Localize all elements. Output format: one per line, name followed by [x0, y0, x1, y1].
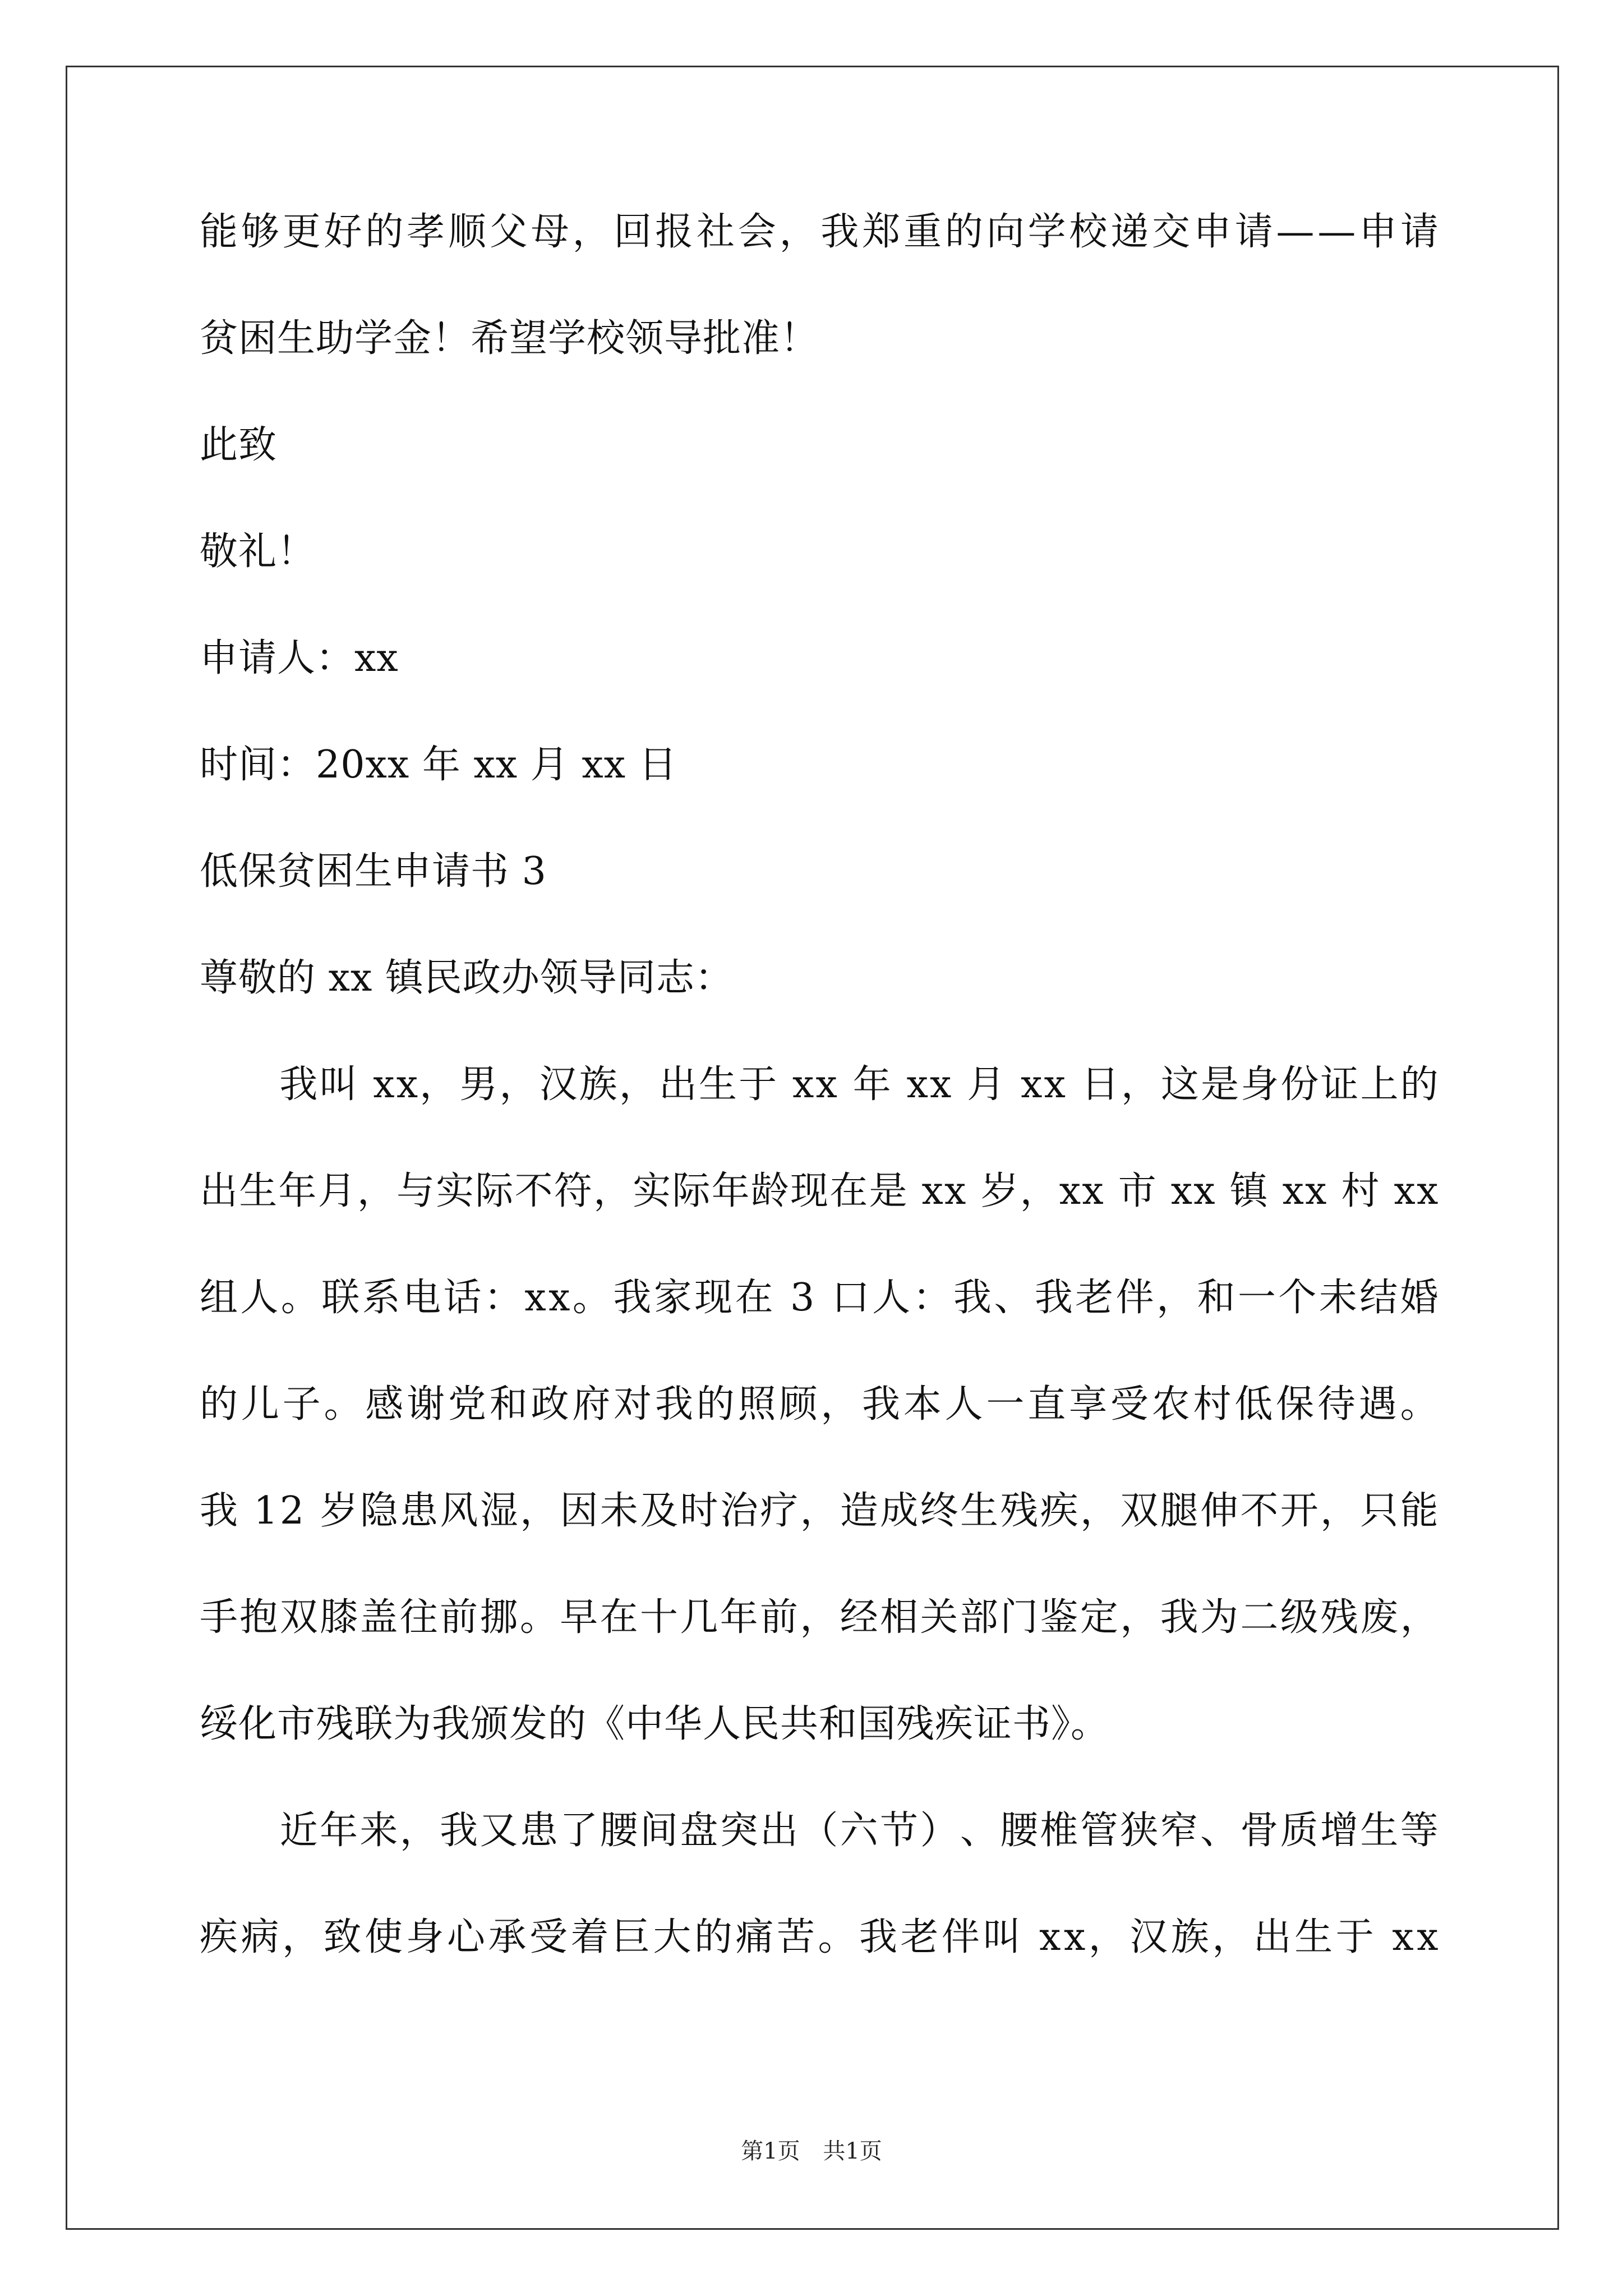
applicant-line: 申请人：xx: [200, 636, 399, 680]
page-total: 共1页: [823, 2138, 882, 2164]
closing-salutation: 此致: [200, 423, 278, 467]
paragraph-line-9: 我 叫 x x ， 男 ， 汉 族 ， 出 生 于 x x 年 x x 月 x x 日 ， 这 是 身 份 证 上 的: [279, 1062, 1439, 1107]
page-footer: [0, 2133, 1623, 2165]
page-number: 第1页: [741, 2138, 800, 2164]
paragraph-line-15: 绥化市残联为我颁发的《中华人民共和国残疾证书》。: [200, 1702, 1110, 1746]
paragraph-line-10: 出 生 年 月 ， 与 实 际 不 符 ， 实 际 年 龄 现 在 是 x x 岁 ， x x 市 x x 镇 x x 村 x x: [200, 1169, 1439, 1213]
paragraph-line-2: 贫困生助学金！希望学校领导批准！: [200, 316, 819, 361]
paragraph-line-16: 近 年 来 ， 我 又 患 了 腰 间 盘 突 出 （ 六 节 ） 、 腰 椎 管 狭 窄 、 骨 质 增 生 等: [279, 1809, 1439, 1853]
paragraph-line-13: 我 1 2 岁 隐 患 风 湿 ， 因 未 及 时 治 疗 ， 造 成 终 生 残 疾 ， 双 腿 伸 不 开 ， 只 能: [200, 1489, 1439, 1533]
paragraph-line-11: 组 人 。 联 系 电 话 ： x x 。 我 家 现 在 3 口 人 ： 我 、 我 老 伴 ， 和 一 个 未 结 婚: [200, 1276, 1439, 1320]
section-title: 低保贫困生申请书 3: [200, 849, 547, 894]
letter-greeting: 尊敬的 xx 镇民政办领导同志：: [200, 956, 734, 1000]
closing-respect: 敬礼！: [200, 530, 316, 574]
page-border: [66, 66, 1559, 2230]
paragraph-line-17: 疾 病 ， 致 使 身 心 承 受 着 巨 大 的 痛 苦 。 我 老 伴 叫 x x ， 汉 族 ， 出 生 于 x x: [200, 1915, 1439, 1959]
paragraph-line-12: 的 儿 子 。 感 谢 党 和 政 府 对 我 的 照 顾 ， 我 本 人 一 直 享 受 农 村 低 保 待 遇 。: [200, 1382, 1439, 1427]
paragraph-line-14: 手 抱 双 膝 盖 往 前 挪 。 早 在 十 几 年 前 ， 经 相 关 部 门 鉴 定 ， 我 为 二 级 残 废 ，: [200, 1595, 1439, 1640]
paragraph-line-1: 能 够 更 好 的 孝 顺 父 母 ， 回 报 社 会 ， 我 郑 重 的 向 学 校 递 交 申 请 — — 申 请: [200, 210, 1439, 254]
date-line: 时间：20xx 年 xx 月 xx 日: [200, 743, 677, 787]
